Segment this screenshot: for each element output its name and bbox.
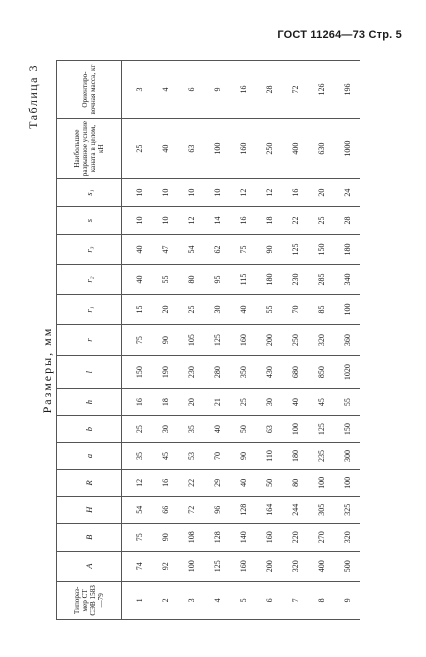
table-cell: 250 [282, 325, 308, 356]
rotated-table-area [24, 60, 384, 620]
table-cell: 110 [256, 443, 282, 470]
table-cell: 70 [204, 443, 230, 470]
table-cell: 160 [256, 523, 282, 551]
table-cell: 16 [122, 389, 153, 416]
table-cell: 90 [152, 325, 178, 356]
table-cell: 10 [122, 179, 153, 207]
table-cell: 96 [204, 496, 230, 523]
column-header: r₁ [57, 295, 122, 325]
table-cell: 20 [178, 389, 204, 416]
table-cell: 54 [122, 496, 153, 523]
table-cell: 40 [152, 119, 178, 179]
table-cell: 1000 [334, 119, 360, 179]
dimensions-table [56, 60, 360, 620]
table-row [122, 61, 153, 620]
table-cell: 63 [256, 416, 282, 443]
table-cell: 74 [122, 551, 153, 581]
column-header: H [57, 496, 122, 523]
table-cell: 53 [178, 443, 204, 470]
table-cell: 14 [204, 207, 230, 235]
table-cell: 12 [122, 469, 153, 496]
column-header: R [57, 469, 122, 496]
page-header: ГОСТ 11264—73 Стр. 5 [277, 29, 402, 41]
column-header: s₁ [57, 179, 122, 207]
table-cell: 430 [256, 356, 282, 389]
header-row [57, 61, 122, 620]
table-cell: 50 [230, 416, 256, 443]
table-cell: 55 [152, 265, 178, 295]
table-cell: 25 [230, 389, 256, 416]
table-cell: 25 [122, 416, 153, 443]
column-header: a [57, 443, 122, 470]
table-cell: 55 [256, 295, 282, 325]
table-cell: 100 [178, 551, 204, 581]
table-cell: 140 [230, 523, 256, 551]
table-cell: 100 [334, 295, 360, 325]
column-header: b [57, 416, 122, 443]
table-cell: 18 [152, 389, 178, 416]
table-cell: 160 [230, 551, 256, 581]
table-cell: 1 [122, 581, 153, 619]
table-cell: 4 [204, 581, 230, 619]
table-cell: 280 [204, 356, 230, 389]
table-cell: 125 [282, 235, 308, 265]
table-cell: 680 [282, 356, 308, 389]
table-cell: 125 [204, 325, 230, 356]
table-cell: 115 [230, 265, 256, 295]
table-cell: 105 [178, 325, 204, 356]
table-cell: 21 [204, 389, 230, 416]
table-cell: 75 [230, 235, 256, 265]
table-cell: 360 [334, 325, 360, 356]
table-cell: 3 [178, 581, 204, 619]
table-row [204, 61, 230, 620]
table-cell: 305 [308, 496, 334, 523]
table-cell: 12 [178, 207, 204, 235]
column-header: r₃ [57, 235, 122, 265]
table-cell: 12 [256, 179, 282, 207]
column-header: B [57, 523, 122, 551]
table-cell: 40 [230, 295, 256, 325]
table-cell: 16 [282, 179, 308, 207]
table-cell: 340 [334, 265, 360, 295]
table-cell: 6 [178, 61, 204, 119]
table-cell: 10 [152, 207, 178, 235]
table-cell: 164 [256, 496, 282, 523]
column-header: h [57, 389, 122, 416]
table-cell: 160 [230, 325, 256, 356]
table-cell: 2 [152, 581, 178, 619]
table-cell: 10 [122, 207, 153, 235]
table-row [256, 61, 282, 620]
table-cell: 196 [334, 61, 360, 119]
table-cell: 350 [230, 356, 256, 389]
table-cell: 230 [178, 356, 204, 389]
table-cell: 25 [308, 207, 334, 235]
table-cell: 300 [334, 443, 360, 470]
table-cell: 244 [282, 496, 308, 523]
table-cell: 9 [204, 61, 230, 119]
table-cell: 30 [204, 295, 230, 325]
table-cell: 28 [334, 207, 360, 235]
table-cell: 16 [230, 207, 256, 235]
table-cell: 80 [282, 469, 308, 496]
table-cell: 40 [204, 416, 230, 443]
column-header: r₂ [57, 265, 122, 295]
table-cell: 80 [178, 265, 204, 295]
table-cell: 40 [282, 389, 308, 416]
table-cell: 6 [256, 581, 282, 619]
table-cell: 285 [308, 265, 334, 295]
column-header: l [57, 356, 122, 389]
table-cell: 15 [122, 295, 153, 325]
table-row [152, 61, 178, 620]
table-cell: 35 [178, 416, 204, 443]
table-cell: 325 [334, 496, 360, 523]
table-cell: 4 [152, 61, 178, 119]
table-cell: 50 [256, 469, 282, 496]
table-cell: 25 [122, 119, 153, 179]
table-row [308, 61, 334, 620]
table-cell: 54 [178, 235, 204, 265]
table-cell: 35 [122, 443, 153, 470]
table-cell: 200 [256, 551, 282, 581]
table-cell: 66 [152, 496, 178, 523]
table-cell: 16 [230, 61, 256, 119]
table-cell: 850 [308, 356, 334, 389]
table-cell: 55 [334, 389, 360, 416]
column-header: s [57, 207, 122, 235]
table-cell: 63 [178, 119, 204, 179]
table-cell: 190 [152, 356, 178, 389]
table-cell: 25 [178, 295, 204, 325]
table-cell: 250 [256, 119, 282, 179]
table-cell: 10 [152, 179, 178, 207]
table-cell: 100 [204, 119, 230, 179]
table-cell: 30 [256, 389, 282, 416]
table-cell: 22 [282, 207, 308, 235]
table-cell: 128 [204, 523, 230, 551]
table-cell: 29 [204, 469, 230, 496]
table-cell: 100 [308, 469, 334, 496]
table-cell: 200 [256, 325, 282, 356]
table-cell: 62 [204, 235, 230, 265]
table-cell: 47 [152, 235, 178, 265]
column-header: Наибольшее разрывное усилие каната в целом, кН [57, 119, 122, 179]
table-cell: 630 [308, 119, 334, 179]
table-cell: 70 [282, 295, 308, 325]
table-body [122, 61, 361, 620]
table-cell: 75 [122, 523, 153, 551]
table-cell: 7 [282, 581, 308, 619]
table-cell: 18 [256, 207, 282, 235]
rotated-content [24, 60, 384, 620]
table-cell: 95 [204, 265, 230, 295]
table-cell: 125 [308, 416, 334, 443]
table-cell: 5 [230, 581, 256, 619]
table-cell: 90 [256, 235, 282, 265]
table-cell: 320 [282, 551, 308, 581]
table-cell: 12 [230, 179, 256, 207]
table-row [178, 61, 204, 620]
table-cell: 90 [230, 443, 256, 470]
table-cell: 126 [308, 61, 334, 119]
column-header: Ориентиро-вочная масса, кг [57, 61, 122, 119]
table-cell: 8 [308, 581, 334, 619]
table-cell: 320 [308, 325, 334, 356]
table-cell: 40 [122, 235, 153, 265]
table-cell: 180 [334, 235, 360, 265]
table-cell: 10 [204, 179, 230, 207]
table-cell: 1020 [334, 356, 360, 389]
table-cell: 45 [152, 443, 178, 470]
table-cell: 9 [334, 581, 360, 619]
table-cell: 500 [334, 551, 360, 581]
table-cell: 28 [256, 61, 282, 119]
table-cell: 20 [308, 179, 334, 207]
table-cell: 72 [178, 496, 204, 523]
table-cell: 100 [334, 469, 360, 496]
table-cell: 40 [122, 265, 153, 295]
table-cell: 75 [122, 325, 153, 356]
table-cell: 230 [282, 265, 308, 295]
table-cell: 400 [282, 119, 308, 179]
table-cell: 92 [152, 551, 178, 581]
table-cell: 108 [178, 523, 204, 551]
table-cell: 90 [152, 523, 178, 551]
table-caption: Таблица 3 [26, 64, 40, 129]
table-cell: 85 [308, 295, 334, 325]
table-cell: 22 [178, 469, 204, 496]
table-cell: 45 [308, 389, 334, 416]
table-cell: 160 [230, 119, 256, 179]
table-row [230, 61, 256, 620]
table-cell: 270 [308, 523, 334, 551]
table-cell: 40 [230, 469, 256, 496]
table-row [282, 61, 308, 620]
table-cell: 235 [308, 443, 334, 470]
column-header: A [57, 551, 122, 581]
dimensions-header: Размеры, мм [40, 326, 54, 414]
table-cell: 125 [204, 551, 230, 581]
table-cell: 150 [334, 416, 360, 443]
table-cell: 20 [152, 295, 178, 325]
table-cell: 150 [122, 356, 153, 389]
table-cell: 100 [282, 416, 308, 443]
table-row [334, 61, 360, 620]
table-cell: 180 [282, 443, 308, 470]
table-cell: 72 [282, 61, 308, 119]
column-header: r [57, 325, 122, 356]
table-cell: 320 [334, 523, 360, 551]
table-cell: 30 [152, 416, 178, 443]
column-header: Типораз-мер СТ СЭВ 1583—79 [57, 581, 122, 619]
table-cell: 16 [152, 469, 178, 496]
table-cell: 128 [230, 496, 256, 523]
table-cell: 400 [308, 551, 334, 581]
table-cell: 150 [308, 235, 334, 265]
table-cell: 220 [282, 523, 308, 551]
table-cell: 3 [122, 61, 153, 119]
table-cell: 180 [256, 265, 282, 295]
table-cell: 24 [334, 179, 360, 207]
table-cell: 10 [178, 179, 204, 207]
